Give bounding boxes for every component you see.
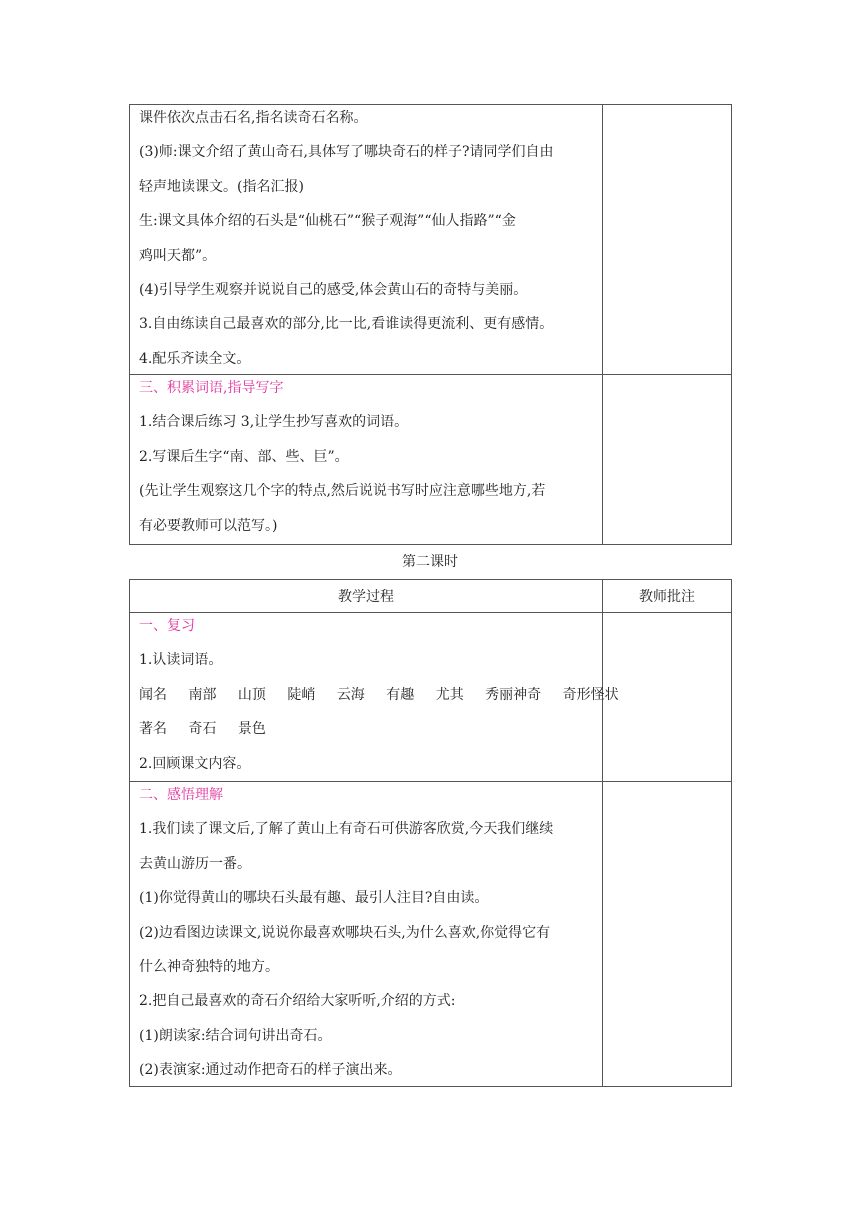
lesson-plan-table-continued	[129, 104, 732, 545]
table-row	[130, 613, 732, 782]
text-line: 什么神奇独特的地方。	[139, 958, 279, 975]
teaching-process-cell	[130, 782, 603, 1087]
vocab-word: 景色	[237, 721, 266, 738]
teaching-process-cell	[130, 105, 603, 375]
text-line: 1.认读词语。	[139, 652, 223, 669]
text-line: (3)师:课文介绍了黄山奇石,具体写了哪块奇石的样子?请同学们自由	[139, 144, 554, 161]
text-line: (2)表演家:通过动作把奇石的样子演出来。	[139, 1062, 402, 1079]
text-line: (1)你觉得黄山的哪块石头最有趣、最引人注目?自由读。	[139, 890, 489, 907]
vocab-word: 奇石	[188, 721, 217, 738]
column-header-notes: 教师批注	[603, 580, 732, 613]
text-line: 课件依次点击石名,指名读奇石名称。	[139, 110, 368, 126]
teacher-notes-cell	[603, 105, 732, 375]
text-line: 2.把自己最喜欢的奇石介绍给大家听听,介绍的方式:	[139, 993, 456, 1010]
text-line: 生:课文具体介绍的石头是“仙桃石”“猴子观海”“仙人指路”“金	[139, 213, 516, 230]
lesson-plan-table	[129, 579, 732, 1087]
vocab-word: 陡峭	[287, 686, 316, 703]
text-line: (先让学生观察这几个字的特点,然后说说书写时应注意哪些地方,若	[139, 483, 546, 500]
text-line: (4)引导学生观察并说说自己的感受,体会黄山石的奇特与美丽。	[139, 281, 528, 298]
table-header-row	[130, 580, 732, 613]
vocabulary-row	[139, 719, 594, 739]
text-line: 2.回顾课文内容。	[139, 755, 251, 772]
text-line: 2.写课后生字“南、部、些、巨”。	[139, 448, 349, 465]
text-line: (1)朗读家:结合词句讲出奇石。	[139, 1027, 332, 1044]
text-line: 鸡叫天都”。	[139, 247, 217, 264]
teaching-process-cell	[130, 375, 603, 545]
text-line: 1.我们读了课文后,了解了黄山上有奇石可供游客欣赏,今天我们继续	[139, 821, 554, 838]
text-line: 1.结合课后练习 3,让学生抄写喜欢的词语。	[139, 414, 409, 431]
vocab-word: 著名	[139, 721, 167, 738]
vocab-word: 尤其	[435, 686, 464, 703]
text-line: (2)边看图边读课文,说说你最喜欢哪块石头,为什么喜欢,你觉得它有	[139, 924, 551, 941]
vocab-word: 云海	[336, 686, 365, 703]
vocab-word: 山顶	[237, 686, 266, 703]
vocab-word: 奇形怪状	[562, 686, 619, 703]
text-line: 轻声地读课文。(指名汇报)	[139, 178, 304, 195]
vocab-word: 有趣	[386, 686, 415, 703]
section-heading: 二、感悟理解	[139, 787, 223, 803]
text-line: 4.配乐齐读全文。	[139, 350, 251, 367]
session-title: 第二课时	[402, 554, 458, 570]
text-line: 3.自由练读自己最喜欢的部分,比一比,看谁读得更流利、更有感情。	[139, 316, 554, 333]
teaching-process-cell	[130, 613, 619, 782]
vocabulary-row	[139, 685, 619, 705]
text-line: 有必要教师可以范写。)	[139, 517, 278, 534]
table-row	[130, 375, 732, 545]
text-line: 去黄山游历一番。	[139, 855, 251, 872]
column-header-process: 教学过程	[130, 580, 603, 613]
teacher-notes-cell	[603, 782, 732, 1087]
teacher-notes-cell	[603, 375, 732, 545]
teacher-notes-cell	[603, 613, 732, 782]
vocab-word: 闻名	[139, 686, 167, 703]
table-row	[130, 105, 732, 375]
vocab-word: 秀丽神奇	[485, 686, 542, 703]
table-row	[130, 782, 732, 1087]
vocab-word: 南部	[188, 686, 217, 703]
section-heading: 三、积累词语,指导写字	[139, 380, 284, 396]
section-heading: 一、复习	[139, 618, 195, 634]
